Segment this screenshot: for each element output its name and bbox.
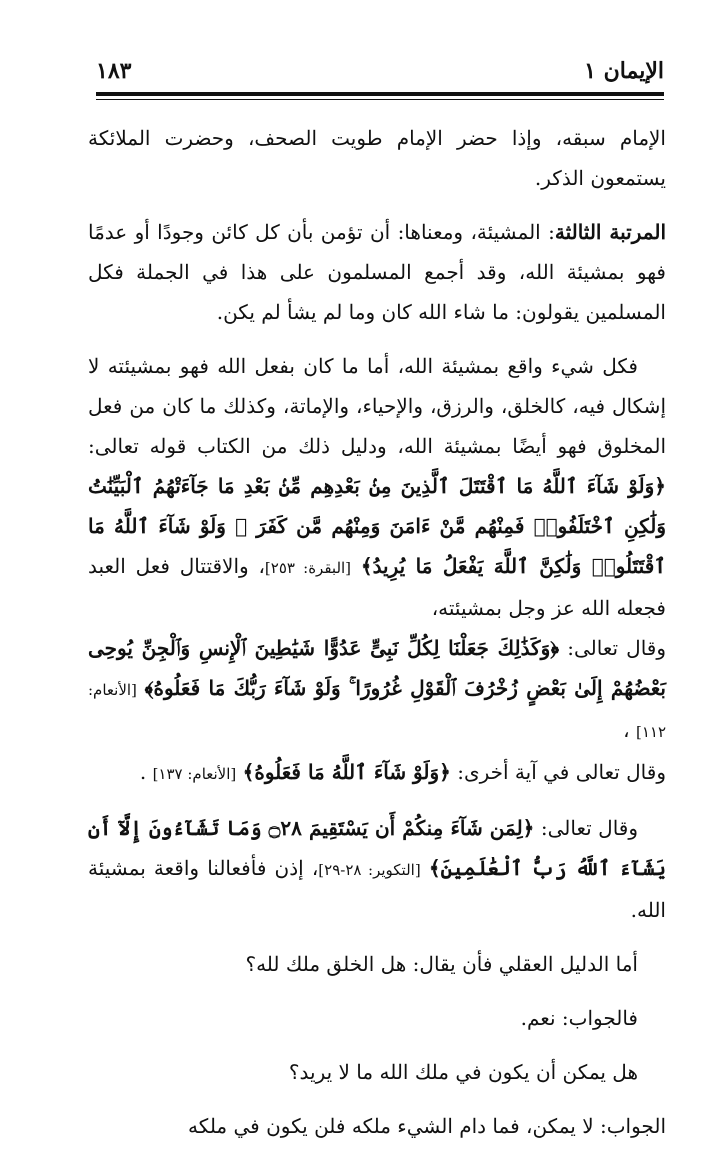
page-number: ١٨٣	[96, 58, 132, 84]
paragraph	[88, 118, 666, 198]
quran-verse: ﴿وَكَذَٰلِكَ جَعَلْنَا لِكُلِّ نَبِىٍّ عَدُوًّا شَيَٰطِينَ ٱلْإِنسِ وَٱلْجِنِّ يُوحِى بَعْضُهُمْ إِلَىٰ بَعْضٍ زُخْرُفَ ٱلْقَوْلِ غُرُورًا ۚ وَلَوْ شَآءَ رَبُّكَ مَا فَعَلُوهُ﴾	[88, 636, 666, 700]
paragraph-text: : المشيئة، ومعناها: أن تؤمن بأن كل كائن وجودًا أو عدمًا فهو بمشيئة الله، وقد أجمع المسلمون على هذا في الجملة فكل المسلمين يقولون: ما شاء الله كان وما لم يشأ لم يكن.	[88, 220, 666, 324]
paragraph	[88, 346, 666, 794]
paragraph	[88, 808, 666, 930]
paragraph-text: أما الدليل العقلي فأن يقال: هل الخلق ملك لله؟	[245, 952, 638, 976]
paragraph	[88, 998, 666, 1038]
paragraph-text: هل يمكن أن يكون في ملك الله ما لا يريد؟	[288, 1060, 638, 1084]
paragraph-text: فكل شيء واقع بمشيئة الله، أما ما كان بفعل الله فهو بمشيئته لا إشكال فيه، كالخلق، والرزق، والإحياء، والإماتة، وكذلك ما كان من فعل المخلوق فهو أيضًا بمشيئة الله، ودليل ذلك من الكتاب قوله تعالى:	[88, 354, 666, 458]
header-rule-thin	[96, 99, 664, 100]
paragraph-text: الجواب: لا يمكن، فما دام الشيء ملكه فلن يكون في ملكه	[188, 1114, 666, 1138]
body-text	[88, 118, 666, 1160]
section-heading: المرتبة الثالثة	[554, 220, 667, 244]
paragraph-text: فالجواب: نعم.	[520, 1006, 638, 1030]
quran-verse: ﴿لِمَن شَآءَ مِنكُمْ أَن يَسْتَقِيمَ ۝٢٨ وَمَا تَشَآءُونَ إِلَّآ أَن يَشَآءَ ٱللَّهُ رَبُّ ٱلْعَٰلَمِينَ﴾	[88, 816, 667, 880]
page-header	[96, 52, 664, 86]
paragraph-text: الإمام سبقه، وإذا حضر الإمام طويت الصحف، وحضرت الملائكة يستمعون الذكر.	[88, 126, 666, 190]
paragraph	[88, 1052, 666, 1092]
paragraph-text: .	[139, 760, 147, 784]
paragraph-text: وقال تعالى:	[567, 636, 667, 660]
paragraph	[88, 1106, 666, 1146]
quran-verse: ﴿وَلَوْ شَآءَ ٱللَّهُ مَا فَعَلُوهُ﴾	[242, 760, 451, 784]
paragraph-text: وقال تعالى في آية أخرى:	[457, 760, 666, 784]
paragraph-text: وقال تعالى:	[540, 816, 639, 840]
header-rule-thick	[96, 92, 664, 96]
verse-citation: [الأنعام: ١١٢]	[88, 681, 666, 741]
paragraph-text: ، والاقتتال فعل العبد فجعله الله عز وجل بمشيئته،	[88, 554, 666, 620]
quran-verse: ﴿وَلَوْ شَآءَ ٱللَّهُ مَا ٱقْتَتَلَ ٱلَّذِينَ مِنۢ بَعْدِهِم مِّنۢ بَعْدِ مَا جَآءَتْهُمُ ٱلْبَيِّنَٰتُ وَلَٰكِنِ ٱخْتَلَفُوا۟ فَمِنْهُم مَّنْ ءَامَنَ وَمِنْهُم مَّن كَفَرَ ۚ وَلَوْ شَآءَ ٱللَّهُ مَا ٱقْتَتَلُوا۟ وَلَٰكِنَّ ٱللَّهَ يَفْعَلُ مَا يُرِيدُ﴾	[88, 474, 666, 578]
paragraph	[88, 212, 666, 332]
verse-citation: [الأنعام: ١٣٧]	[152, 765, 237, 783]
paragraph-text: ، إذن فأفعالنا واقعة بمشيئة الله.	[88, 856, 666, 922]
paragraph	[88, 944, 666, 984]
verse-citation: [البقرة: ٢٥٣]	[264, 559, 352, 577]
verse-citation: [التكوير: ٢٨-٢٩]	[318, 861, 421, 879]
running-title: الإيمان ١	[584, 58, 664, 84]
paragraph-text: ،	[623, 718, 630, 742]
